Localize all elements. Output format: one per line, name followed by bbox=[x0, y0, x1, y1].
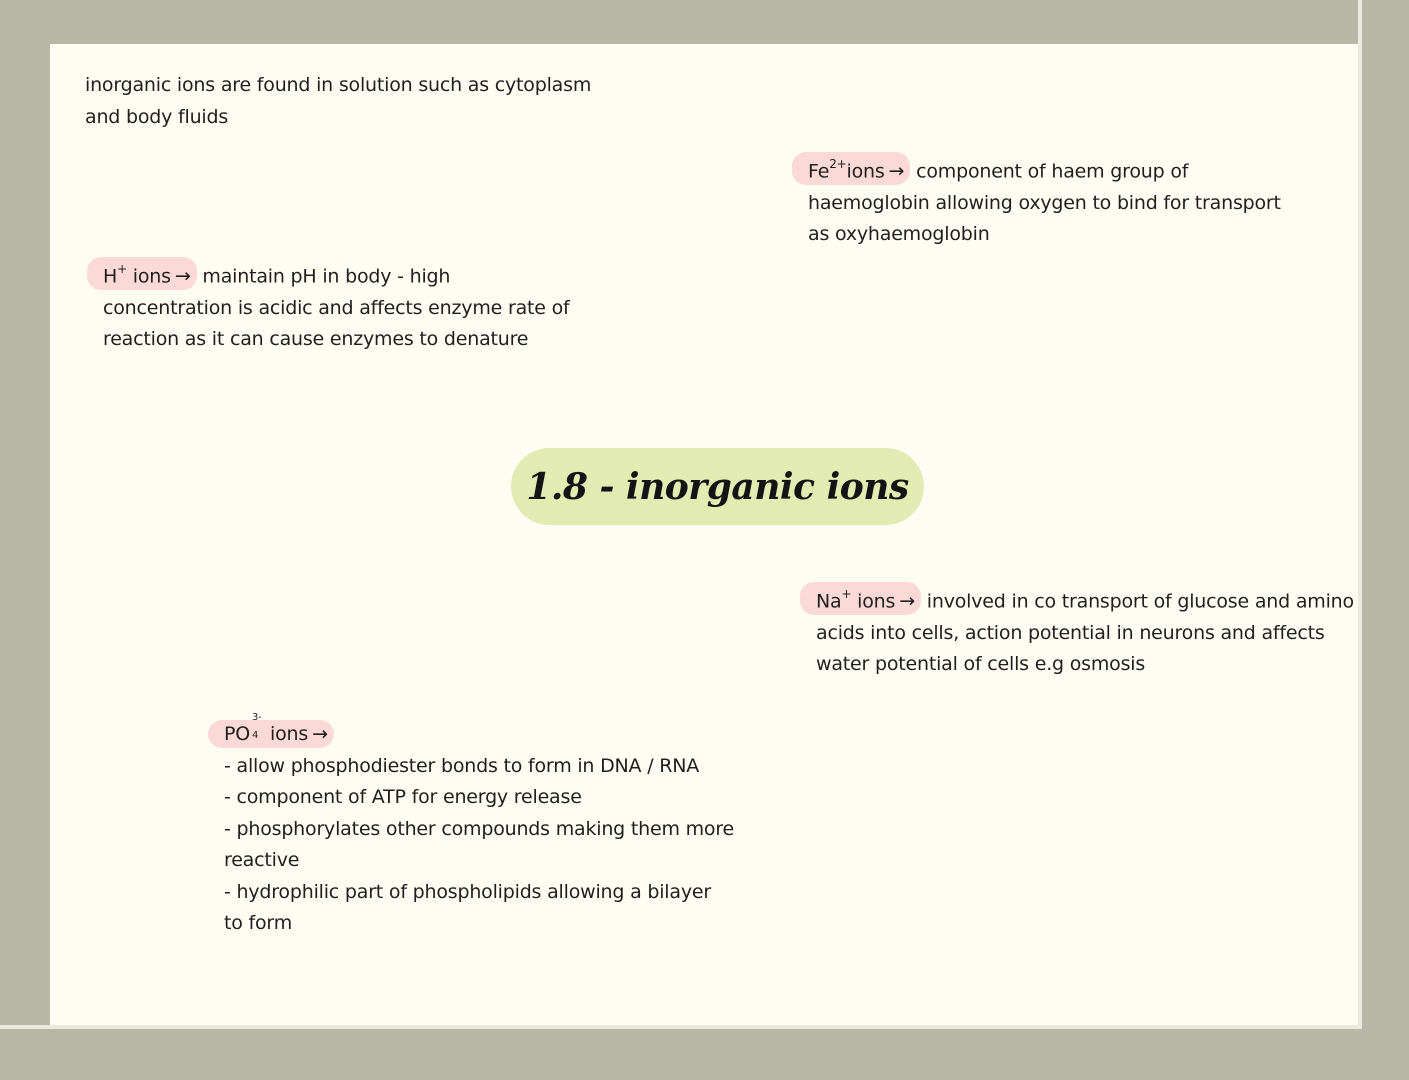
po4-point: reactive bbox=[224, 849, 300, 871]
po4-ion-label bbox=[208, 712, 334, 748]
fe-symbol: Fe bbox=[808, 160, 830, 183]
arrow-icon: → bbox=[312, 723, 328, 745]
h-ions-word: ions bbox=[132, 265, 171, 288]
h-charge: + bbox=[117, 262, 127, 276]
h-ion-note bbox=[103, 257, 570, 356]
po4-charge: 3- bbox=[252, 712, 262, 723]
po4-symbol: PO bbox=[224, 723, 251, 745]
arrow-icon: → bbox=[888, 160, 905, 183]
fe-ions-word: ions bbox=[846, 160, 885, 183]
arrow-icon: → bbox=[899, 590, 915, 613]
po4-point: - allow phosphodiester bonds to form in DNA / RNA bbox=[224, 754, 700, 777]
fe-line: component of haem group of bbox=[916, 160, 1189, 183]
na-line: involved in co transport of glucose and amino bbox=[926, 590, 1354, 613]
po4-point: - hydrophilic part of phospholipids allowing a bilayer bbox=[224, 880, 711, 903]
fe-line: haemoglobin allowing oxygen to bind for transport bbox=[808, 191, 1281, 214]
po4-point: - phosphorylates other compounds making them more bbox=[224, 817, 735, 840]
fe-ion-label bbox=[792, 152, 910, 185]
po4-ion-note bbox=[224, 712, 735, 940]
na-charge: + bbox=[841, 587, 852, 601]
h-line: reaction as it can cause enzymes to denature bbox=[103, 328, 529, 351]
po4-point: to form bbox=[224, 912, 293, 934]
na-ion-label bbox=[800, 582, 921, 615]
page-title: 1.8 - inorganic ions bbox=[526, 465, 909, 508]
topic-title-pill bbox=[511, 448, 924, 525]
fe-ion-note bbox=[808, 152, 1281, 251]
na-ion-note bbox=[816, 582, 1354, 681]
na-symbol: Na bbox=[816, 590, 842, 613]
po4-subscript: 4 bbox=[252, 730, 259, 741]
intro-line: and body fluids bbox=[85, 105, 229, 128]
page-edge-right bbox=[1358, 0, 1362, 1025]
po4-point: - component of ATP for energy release bbox=[224, 786, 582, 808]
arrow-icon: → bbox=[174, 265, 191, 288]
na-line: water potential of cells e.g osmosis bbox=[816, 653, 1146, 676]
h-symbol: H bbox=[103, 265, 118, 288]
na-ions-word: ions bbox=[857, 590, 896, 613]
page-edge-bottom bbox=[0, 1025, 1362, 1029]
h-line: concentration is acidic and affects enzyme rate of bbox=[103, 296, 570, 319]
po4-ions-word: ions bbox=[270, 723, 309, 745]
intro-line: inorganic ions are found in solution such as cytoplasm bbox=[85, 74, 592, 96]
intro-note bbox=[85, 70, 591, 133]
po4-formula bbox=[224, 712, 262, 748]
na-line: acids into cells, action potential in neurons and affects bbox=[816, 621, 1325, 644]
fe-line: as oxyhaemoglobin bbox=[808, 223, 990, 246]
h-ion-label bbox=[87, 257, 197, 290]
fe-charge: 2+ bbox=[829, 157, 847, 171]
h-line: maintain pH in body - high bbox=[202, 265, 451, 288]
